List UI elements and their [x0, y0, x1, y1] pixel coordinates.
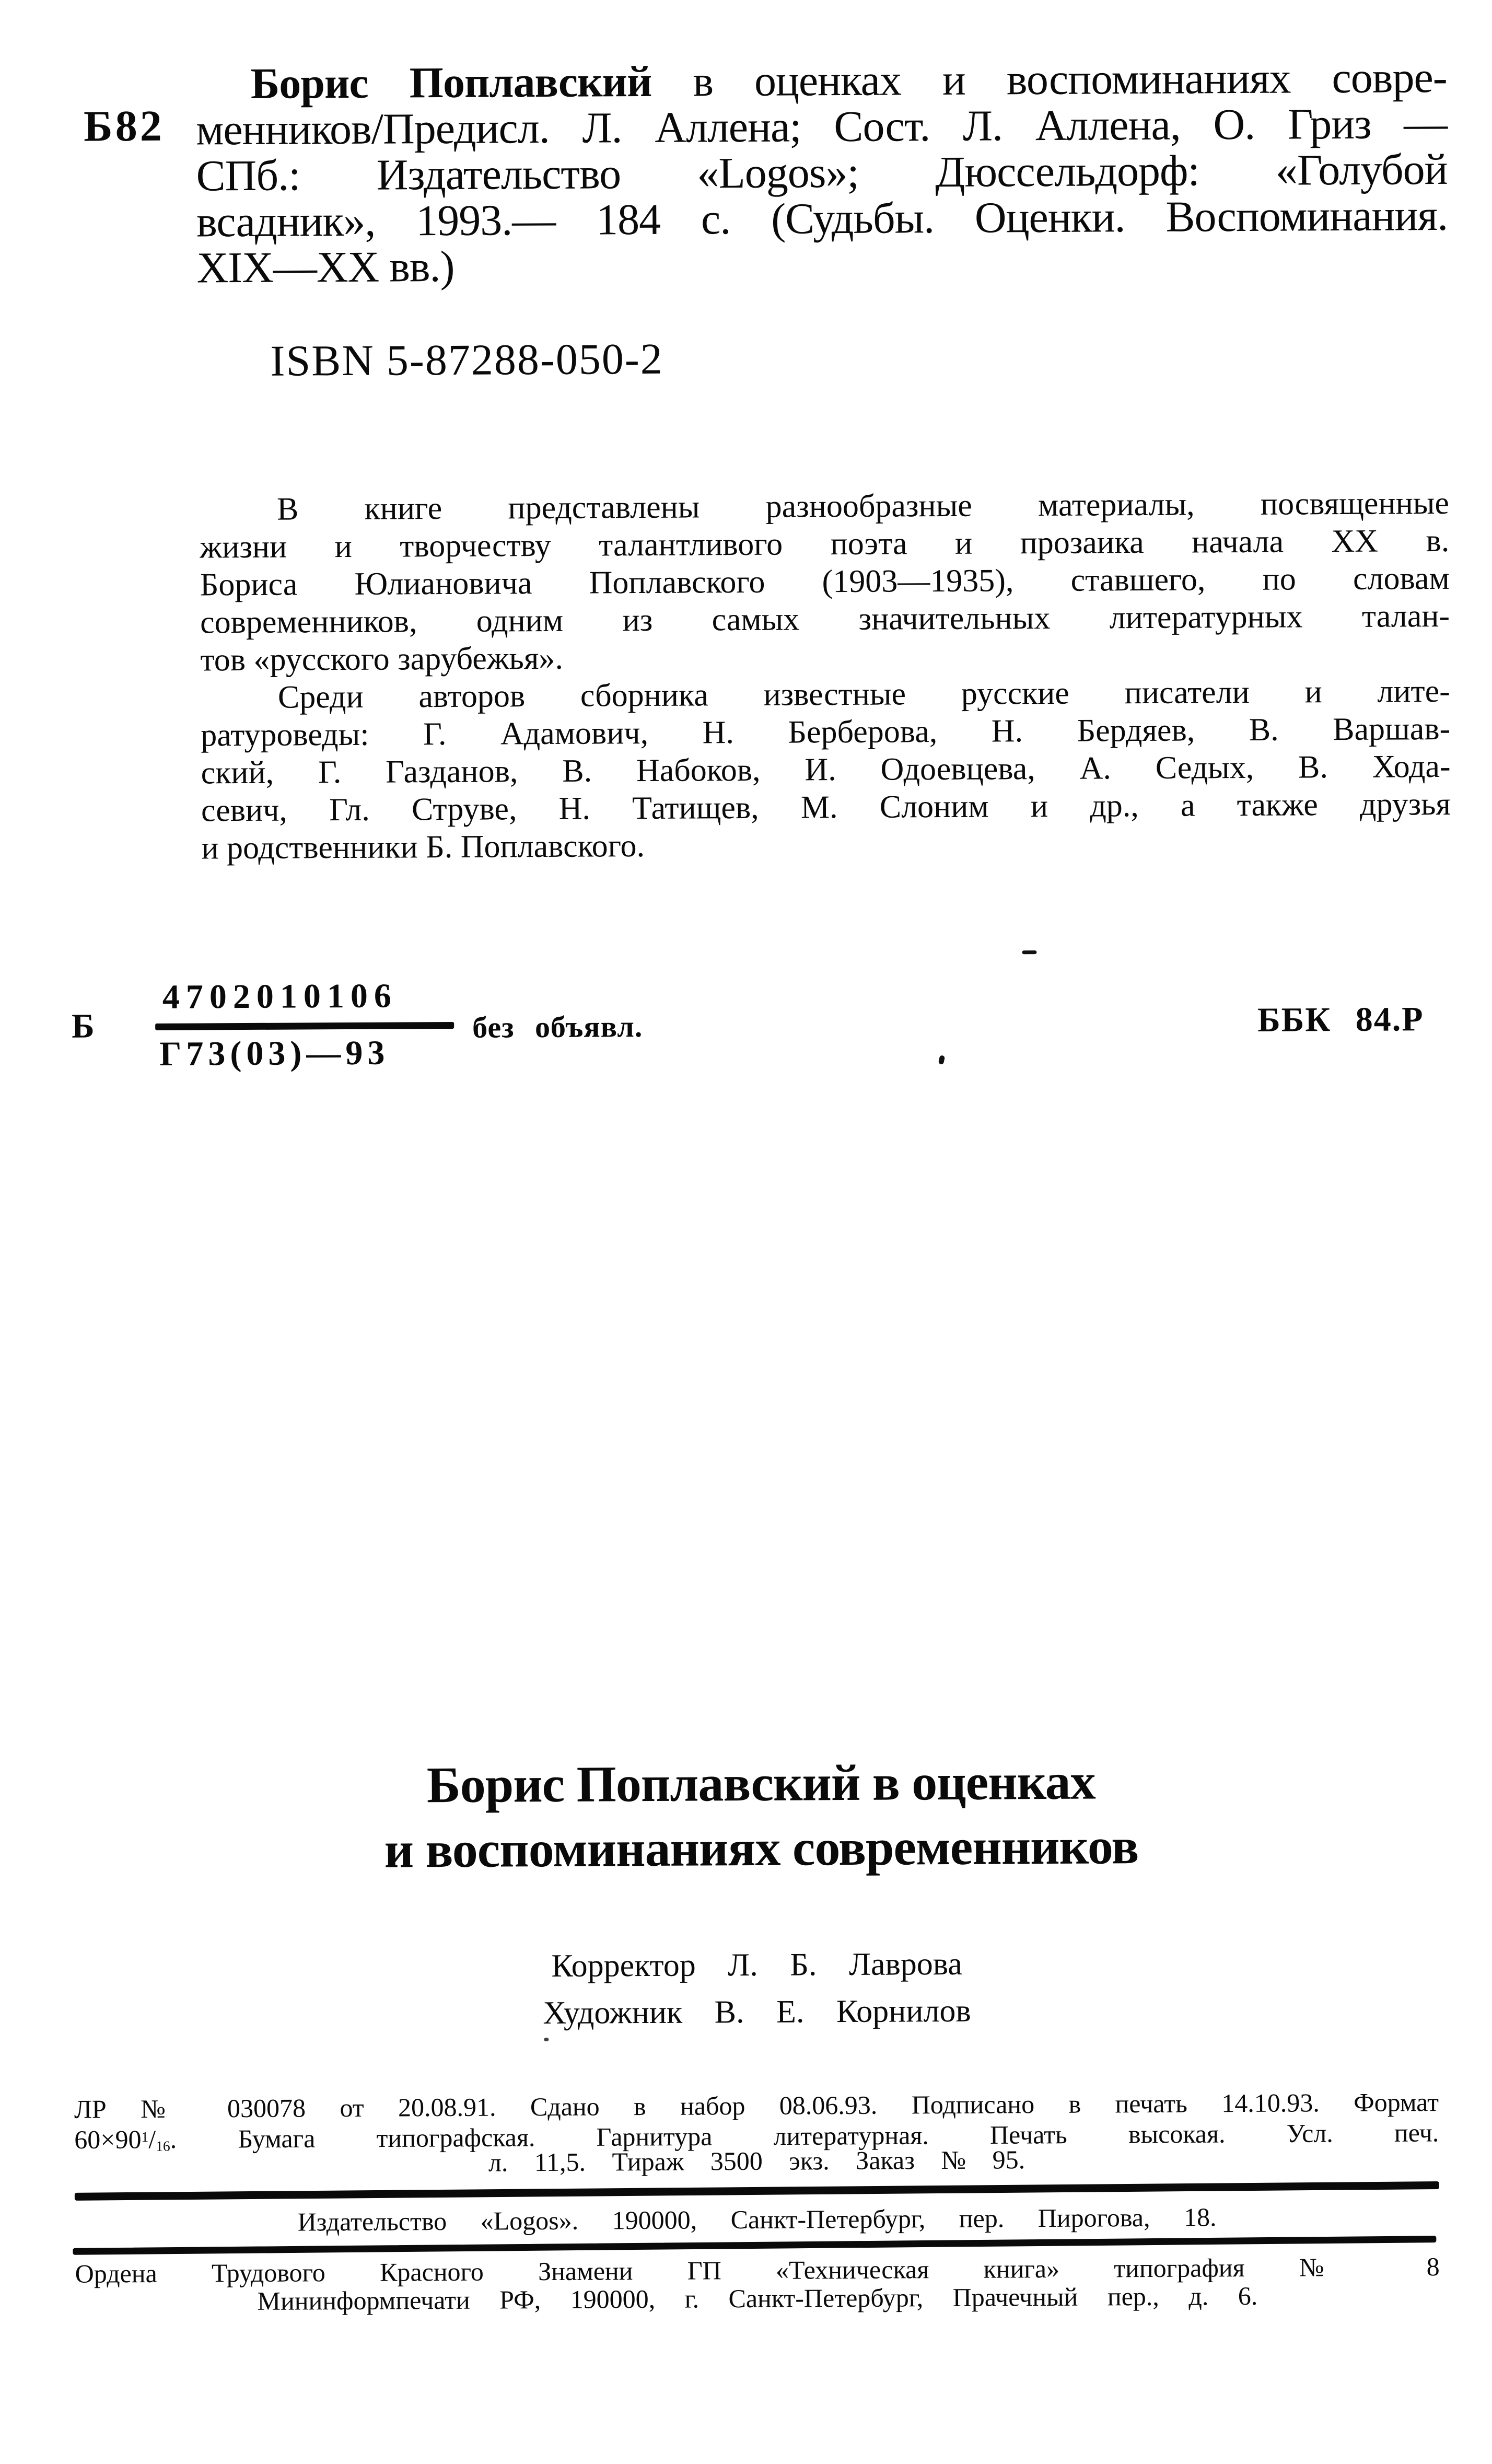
scan-speck [938, 1055, 945, 1065]
annotation-block [200, 484, 1451, 867]
print-data-block [74, 2088, 1439, 2179]
annotation-p2-line-2: ратуроведы: Г. Адамович, Н. Берберова, Н. Бердяев, В. Варшав- [201, 711, 1451, 753]
scan-speck [1022, 950, 1036, 954]
scan-speck [544, 2038, 549, 2041]
catalog-letter: Б [71, 1007, 95, 1045]
annotation-p2-line-3: ский, Г. Газданов, В. Набоков, И. Одоевцева, А. Седых, В. Хода- [201, 748, 1451, 791]
credits-block [208, 1938, 1306, 2038]
annotation-p1-line-5: тов «русского зарубежья». [200, 640, 564, 678]
bib-line-3: СПб.: Издательство «Logos»; Дюссельдорф: «Голубой [196, 145, 1448, 201]
annotation-p2-line-1: Среди авторов сборника известные русские писатели и лите- [277, 673, 1451, 715]
annotation-p1-line-2: жизни и творчеству талантливого поэта и прозаика начала XX в. [200, 522, 1450, 565]
divider-rule [73, 2236, 1436, 2255]
author-sign-code: Б82 [83, 101, 165, 151]
catalog-index-fraction [155, 978, 454, 1072]
bib-line-5: XIX—XX вв.) [196, 242, 454, 293]
isbn-number: ISBN 5-87288-050-2 [270, 334, 664, 386]
format-rest: . Бумага типографская. Гарнитура литературная. Печать высокая. Усл. печ. [170, 2118, 1439, 2154]
book-title [204, 1748, 1318, 1884]
bbk-code: ББК 84.Р [1257, 1000, 1424, 1039]
bib-line-1-rest: в оценках и воспоминаниях совре- [651, 53, 1447, 106]
printer-address-block [75, 2252, 1440, 2316]
bibliographic-entry [195, 55, 1448, 292]
catalog-index-numerator: 4702010106 [162, 977, 398, 1016]
annotation-p2-line-5: и родственники Б. Поплавского. [201, 828, 645, 866]
print-license-line: ЛР № 030078 от 20.08.91. Сдано в набор 08.06.93. Подписано в печать 14.10.93. Формат [74, 2087, 1439, 2124]
book-title-line-1: Борис Поплавский в оценках [426, 1753, 1095, 1814]
bib-line-1 [195, 55, 1447, 108]
annotation-p2-line-4: севич, Гл. Струве, Н. Татищев, М. Слоним и др., а также друзья [201, 786, 1451, 829]
catalog-index-denominator: Г73(03)—93 [159, 1033, 390, 1073]
annotation-p1-line-3: Бориса Юлиановича Поплавского (1903—1935), ставшего, по словам [200, 560, 1450, 603]
format-base: 60×90 [74, 2124, 142, 2155]
catalog-note: без объявл. [472, 1009, 643, 1044]
bib-author-title: Борис Поплавский [250, 57, 652, 108]
fraction-rule [155, 1022, 454, 1030]
corrector-credit: Корректор Л. Б. Лаврова [551, 1946, 962, 1984]
format-slash: / [148, 2124, 156, 2154]
artist-credit: Художник В. Е. Корнилов [543, 1993, 971, 2031]
printer-line-1: Ордена Трудового Красного Знамени ГП «Техническая книга» типография № 8 [75, 2252, 1440, 2288]
format-sub: 16 [156, 2137, 170, 2154]
annotation-p1-line-1: В книге представлены разнообразные материалы, посвященные [276, 485, 1450, 527]
annotation-p1-line-4: современников, одним из самых значительных литературных талан- [200, 598, 1450, 641]
bib-line-2: менников/Предисл. Л. Аллена; Сост. Л. Аллена, О. Гриз — [195, 99, 1448, 155]
publisher-address: Издательство «Logos». 190000, Санкт-Петербург, пер. Пирогова, 18. [297, 2202, 1217, 2237]
print-run-line: л. 11,5. Тираж 3500 экз. Заказ № 95. [488, 2145, 1025, 2177]
format-sup: 1 [141, 2129, 149, 2145]
bib-line-4: всадник», 1993.— 184 с. (Судьбы. Оценки. Воспоминания. [196, 191, 1448, 247]
book-title-line-2: и воспоминаниях современников [384, 1818, 1139, 1879]
printer-line-2: Мининформпечати РФ, 190000, г. Санкт-Петербург, Прачечный пер., д. 6. [257, 2281, 1258, 2316]
